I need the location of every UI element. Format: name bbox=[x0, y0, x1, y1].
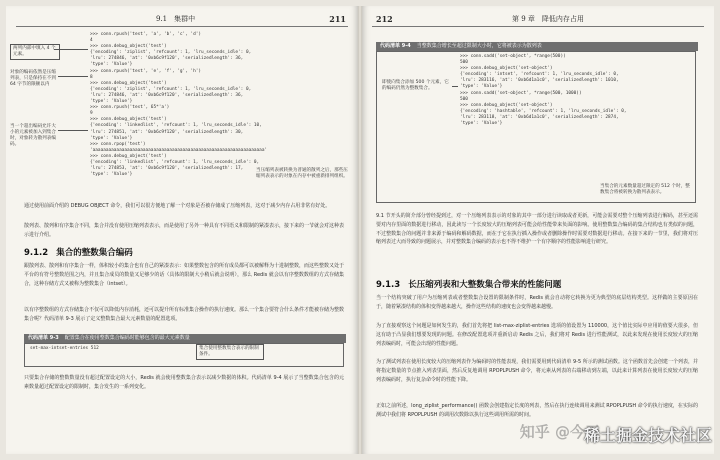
code-line: >>> conn.debug_object('set-object') bbox=[460, 102, 553, 108]
code-line: >>> conn.rpush('test', 'e', 'f', 'g', 'h') bbox=[90, 68, 202, 74]
left-header-rule bbox=[16, 26, 348, 27]
listing-title: 当整数集合增长至超过限制大小时，它将被表示为散列表 bbox=[416, 43, 542, 49]
section-title: 集合的整数集合编码 bbox=[56, 248, 133, 258]
leader-line bbox=[58, 130, 88, 131]
left-code-block bbox=[90, 32, 267, 178]
leader-line bbox=[54, 49, 88, 50]
code-line: 'lru': 274853, 'at': '0xb6c9f120', 'serializedlength': 17, bbox=[90, 166, 244, 172]
code-line: 'type': 'Value'} bbox=[90, 135, 133, 141]
code-line: >>> conn.debug_object('test') bbox=[90, 153, 167, 159]
code-line: {'encoding': 'ziplist', 'refcount': 1, 'lru_seconds_idle': 0, bbox=[90, 86, 252, 92]
leader-line bbox=[58, 76, 88, 77]
juejin-watermark: 稀土掘金技术社区 bbox=[583, 426, 712, 445]
left-margin-note-d: 当压缩列表被转换为普通的散列之后，那些压缩列表表示的对象在内存中被重新排列组织。 bbox=[256, 168, 348, 179]
left-page-number: 211 bbox=[329, 14, 346, 24]
leader-line bbox=[452, 86, 458, 87]
code-line: 500 bbox=[460, 96, 468, 102]
code-line: 'lru': 283118, 'at': '0xb6d1a1c0', 'serializedlength': 2874, bbox=[460, 114, 619, 120]
code-line: 'type': 'Value'} bbox=[90, 99, 133, 105]
left-page bbox=[6, 6, 358, 454]
right-page-number: 212 bbox=[376, 14, 393, 24]
right-para-1: 9.1 节开头的简介部分曾经提到过，对一个压缩列表表示的对象的其中一部分进行读取或者更新，可能会需要对整个压缩列表进行解码，甚至还需要对内存里面的数据进行移动，因此读写一个长度较大的压缩列表可能会给性能带来负面的影响。使用整数集合编码的集合结构也有类似的问题，不过整数集合的问题并非来源于编码和解码数据，而在于它在执行插入操作或者删除操作时需要对数据进行移动。在接下来的一节里，我们将对压缩列表过大而导致的问题展示，并对整数集合编码的表示也不得不维护一个有序顺序的性能影响进行研究。 bbox=[376, 213, 698, 246]
code-line: 'type': 'Value'} bbox=[90, 172, 133, 178]
section-title: 长压缩列表和大整数集合带来的性能问题 bbox=[408, 280, 562, 290]
right-para-3: 为了直接观察这个问题是如何发生的，我们首先将把 list-max-ziplist-entries 选项的值设置为 110000，这个值比实际中应用的值要大很多，但这有助于凸显我们想要发现的问题。在修改配置选项并重新启动 Redis 之后，我们将对 Redis 进行性能测试，以此来发现在使用长度较大的压缩列表编码时，可能会出现的性能问题。 bbox=[376, 323, 698, 347]
right-header-rule bbox=[372, 26, 704, 27]
code-line: {'encoding': 'linkedlist', 'refcount': 1, 'lru_seconds_idle': 10, bbox=[90, 123, 262, 129]
code-line: >>> conn.debug_object('test') bbox=[90, 44, 167, 50]
left-para-1: 通过使用前面介绍的 DEBUG OBJECT 命令，我们可以很方便地了解一个对象是否被存储成了压缩列表，这对于减少内存占用非常有好处。 bbox=[24, 203, 331, 209]
left-para-5: 只要集合存储的整数数量没有超过配置设定的大小，Redis 就会使用整数集合表示以减少数据的体积。代码清单 9-4 展示了当整数集合包含的元素数量超过配置设定的限制时，集合发生的一系列变化。 bbox=[24, 375, 344, 390]
left-header-title: 9.1 集群中 bbox=[156, 15, 196, 23]
code-line: 500 bbox=[460, 60, 468, 66]
listing-9-4-caption bbox=[376, 42, 698, 51]
code-line: 4 bbox=[90, 38, 93, 44]
right-page bbox=[362, 6, 714, 454]
code-line: >>> conn.sadd('set-object', *range(500)) bbox=[460, 54, 566, 59]
right-para-2: 当一个结构突破了用户为压缩列表或者整数集合设置的限制条件时，Redis 就会自动将它转换为更为典型的底层结构类型。这样做的主要原因在于，随着紧凑结构的体积变得越来越大，操作这些结构的速度也会变得越来越慢。 bbox=[376, 295, 698, 310]
code-line: 'lru': 274846, 'at': '0xb6c9f120', 'serializedlength': 36, bbox=[90, 92, 244, 98]
right-header-title: 第 9 章 降低内存占用 bbox=[512, 15, 584, 23]
code-line: >>> conn.debug_object('set-object') bbox=[460, 66, 553, 72]
code-line: >>> conn.rpush('test', 65*'a') bbox=[90, 105, 170, 111]
code-line: {'encoding': 'intset', 'refcount': 1, 'lru_seconds_idle': 0, bbox=[460, 72, 619, 78]
left-margin-note-c: 当一个超出编码允许大小的元素被加入到集合时，对象转为散列表编码。 bbox=[10, 124, 56, 147]
left-margin-note-a: 两列内部中填入 4 个元素。 bbox=[10, 44, 60, 60]
code-line: 'lru': 274851, 'at': '0xb6c9f120', 'serializedlength': 30, bbox=[90, 129, 244, 135]
listing-number: 代码清单 9-4 bbox=[380, 43, 411, 49]
zhihu-watermark: 知乎 @今天 bbox=[519, 423, 600, 441]
config-note: 集合使用整数集合表示的限制条件。 bbox=[196, 344, 264, 360]
code-line: {'encoding': 'ziplist', 'refcount': 1, 'lru_seconds_idle': 0, bbox=[90, 50, 252, 56]
config-code: set-max-intset-entries 512 bbox=[30, 346, 99, 351]
code-line: 'lru': 274846, 'at': '0xb6c9f120', 'serializedlength': 36, bbox=[90, 56, 244, 62]
code-line: 9 bbox=[90, 111, 93, 117]
code-line: >>> conn.rpop('test') bbox=[90, 141, 146, 147]
code-line: >>> conn.rpush('test', 'a', 'b', 'c', 'd') bbox=[90, 32, 202, 37]
code-line: 'lru': 283116, 'at': '0xb6d1a1c0', 'serializedlength': 1010, bbox=[460, 78, 619, 84]
left-margin-note-b: 对象的编码依然是压缩列表，只是保持在不到 64 字节的限额以内 bbox=[10, 70, 56, 87]
code-line: 'aaaaaaaaaaaaaaaaaaaaaaaaaaaaaaaaaaaaaaaaaaaaaaaaaaaaaaaaaaaaaaaaa' bbox=[90, 147, 268, 153]
code-line: 'type': 'Value'} bbox=[460, 84, 503, 90]
code-line: 'type': 'Value'} bbox=[90, 62, 133, 68]
right-para-4: 为了测试列表在使用长度较大的压缩列表作为编码时的性能表现，我们需要用到代码清单 9-5 所示的测试函数。这个函数首先会创建一个列表，并将指定数量的节点推入列表里面，然后反复地调用 RPOPLPUSH 命令，将元素从列表的右端移动到左端，以此来计算列表在使用长度较大的压缩列表编码时，执行复杂命令时的性能下降。 bbox=[376, 359, 698, 383]
right-code-block bbox=[460, 54, 627, 127]
code-line: 8 bbox=[90, 74, 93, 80]
section-number: 9.1.2 bbox=[24, 248, 49, 258]
code-line: 'type': 'Value'} bbox=[460, 121, 503, 127]
right-margin-note-a: 即使向集合添加 500 个元素，它的编码仍然为整数集合。 bbox=[382, 80, 449, 91]
section-heading-9-1-2 bbox=[24, 246, 141, 258]
code-line: {'encoding': 'hashtable', 'refcount': 1, 'lru_seconds_idle': 0, bbox=[460, 108, 627, 114]
listing-number: 代码清单 9-3 bbox=[28, 335, 59, 341]
right-para-5: 正如之前所述，long_ziplist_performance() 函数会创建指定长度的列表，然后在执行连续调用来测试 RPOPLPUSH 命令的执行速度，在实际的测试中我们将 RPOPLPUSH 的调用次数除以执行这些调用所需的时间。 bbox=[376, 403, 698, 418]
code-line: >>> conn.debug_object('test') bbox=[90, 80, 167, 86]
code-line: >>> conn.sadd('set-object', *range(500, 1000)) bbox=[460, 90, 582, 96]
listing-9-3-caption bbox=[24, 334, 346, 343]
code-line: {'encoding': 'linkedlist', 'refcount': 1, 'lru_seconds_idle': 0, bbox=[90, 159, 260, 165]
left-para-4: 以有序整数组的方式存储集合不仅可以降低内存消耗，还可以提升所有标准集合操作的执行速度。那么一个集合要符合什么条件才能被存储为整数集合呢？代码清单 9-3 展示了定义整数集合最大元素数量的配置选项。 bbox=[24, 307, 345, 322]
right-margin-note-b: 当集合的元素数量超过限定的 512 个时，整数集合将被转换为散列表表示。 bbox=[600, 184, 690, 195]
listing-title: 配置集合在使用整数集合编码时能够包含的最大元素数量 bbox=[64, 335, 190, 341]
section-heading-9-1-3 bbox=[376, 278, 569, 290]
code-line: >>> conn.debug_object('test') bbox=[90, 117, 167, 123]
section-number: 9.1.3 bbox=[376, 280, 401, 290]
left-para-3: 跟散列表、散列和有序集合一样，体积较小的集合也有自己的紧凑表示：如果整数包含的所有成员都可以被解释为十进制整数，而这些整数又处于平台的有符号整数范围之内，并且集合成员的数量又足够少的话（具体的限制大小稍后就会说明），那么 Redis 就会以有序整数数组的方式存储集合，这种存储方式又被称为整数集合（intset）。 bbox=[24, 263, 345, 287]
left-para-2: 散列表、散列和有序集合不同，集合并没有使用压缩列表表示，而是使用了另外一种具有不同语义和限制的紧凑表示，接下来的一节就会对这种表示进行介绍。 bbox=[24, 223, 345, 238]
